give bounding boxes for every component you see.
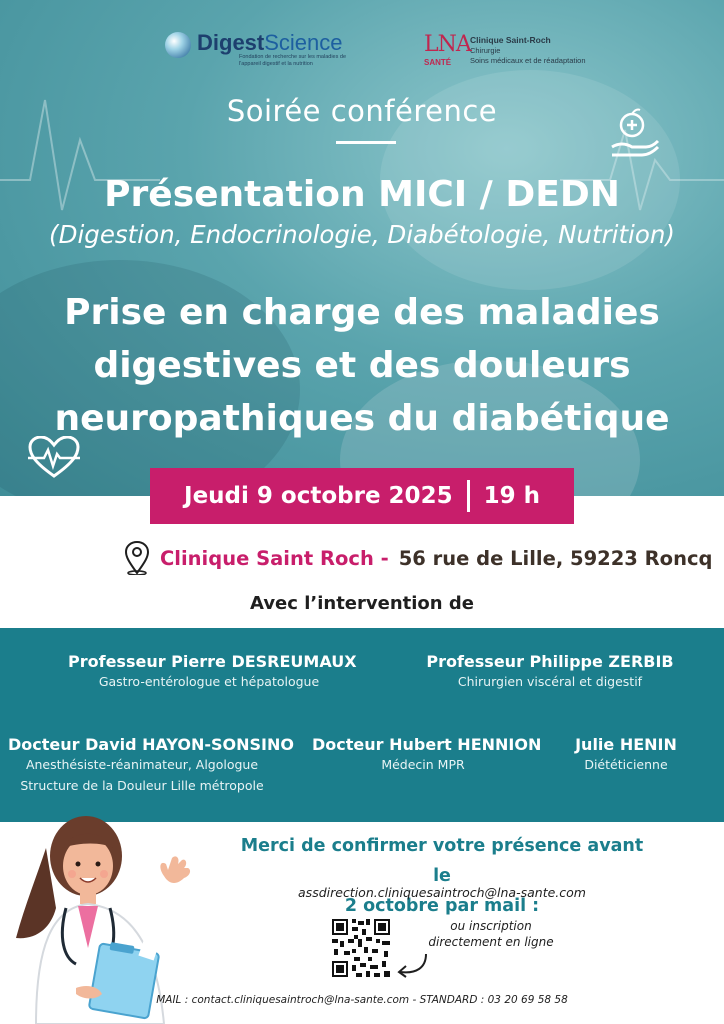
presentation-title: Présentation MICI / DEDN <box>104 174 620 215</box>
speakers-panel <box>0 628 724 822</box>
date-banner <box>150 468 574 524</box>
presentation-subtitle: (Digestion, Endocrinologie, Diabétologie, Nutrition) <box>49 220 675 249</box>
event-date: Jeudi 9 octobre 2025 <box>184 483 453 509</box>
qr-code[interactable] <box>330 917 392 979</box>
contact-footer: MAIL : contact.cliniquesaintroch@lna-sante.com - STANDARD : 03 20 69 58 58 <box>156 994 568 1006</box>
speaker-henin: Julie HENIN Diététicienne <box>575 735 677 772</box>
speaker-hayon-sonsino: Docteur David HAYON-SONSINO Anesthésiste-réanimateur, Algologue Structure de la Douleur Lille métropole <box>8 735 294 793</box>
online-registration-note: ou inscription directement en ligne <box>428 919 554 949</box>
intervention-heading: Avec l’intervention de <box>250 593 474 614</box>
lna-mark: LNA SANTÉ <box>424 32 471 67</box>
digestscience-logo <box>165 30 349 68</box>
lna-clinic-info: Clinique Saint-Roch Chirurgie Soins médicaux et de réadaptation <box>470 35 586 65</box>
confirm-message: Merci de confirmer votre présence avant le 2 octobre par mail : <box>240 836 644 916</box>
speaker-zerbib: Professeur Philippe ZERBIB Chirurgien viscéral et digestif <box>426 652 674 689</box>
digestscience-name: DigestScience <box>197 30 343 55</box>
main-title: Prise en charge des maladies digestives et des douleurs neuropathiques du diabétique <box>54 292 670 439</box>
registration-email-link[interactable]: assdirection.cliniquesaintroch@lna-sante.com <box>298 885 586 900</box>
globe-icon <box>165 32 191 58</box>
doctor-illustration <box>6 808 206 1024</box>
title-divider <box>336 141 396 144</box>
lna-sante-logo <box>424 32 586 76</box>
curved-arrow-icon <box>392 950 430 980</box>
speaker-desreumaux: Professeur Pierre DESREUMAUX Gastro-entérologue et hépatologue <box>68 652 357 689</box>
event-type: Soirée conférence <box>226 94 498 128</box>
event-time: 19 h <box>483 483 540 509</box>
location-address: 56 rue de Lille, 59223 Roncq <box>398 546 713 570</box>
event-location <box>124 541 712 575</box>
digestscience-tagline: Fondation de recherche sur les maladies de l'appareil digestif et la nutrition <box>239 54 347 67</box>
location-name: Clinique Saint Roch - <box>160 546 389 570</box>
location-pin-icon <box>124 541 150 575</box>
speaker-hennion: Docteur Hubert HENNION Médecin MPR <box>312 735 542 772</box>
date-separator <box>467 480 470 512</box>
